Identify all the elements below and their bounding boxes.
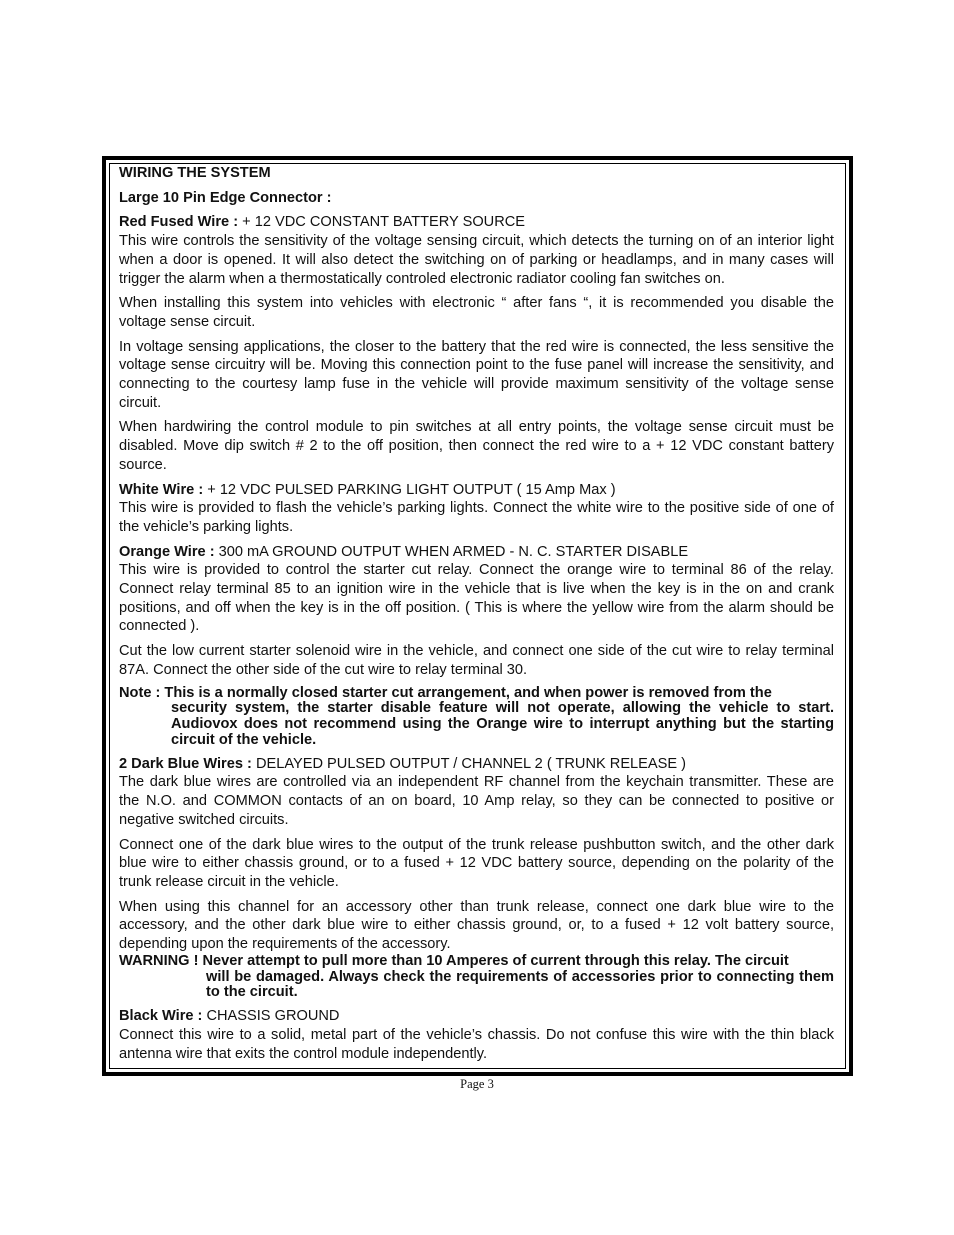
note-continuation: security system, the starter disable feature will not operate, allowing the vehicle to start. Audiovox does not recommend using the Orange wire to interrupt anything but the starting circuit of the vehicle. (171, 700, 834, 748)
orange-wire-label: Orange Wire : (119, 543, 215, 560)
black-wire-spec: CHASSIS GROUND (202, 1008, 340, 1025)
red-wire-paragraph: When hardwiring the control module to pin switches at all entry points, the voltage sense circuit must be disabled. Move dip switch # 2 to the off position, then connect the red wire to a + 12 VDC constant battery source. (119, 419, 834, 473)
blue-wire-warning (119, 954, 834, 1001)
warning-continuation: will be damaged. Always check the requirements of accessories prior to connecting them to the circuit. (206, 968, 834, 1001)
connector-heading: Large 10 Pin Edge Connector : (119, 189, 332, 206)
section-title: WIRING THE SYSTEM (119, 165, 271, 181)
red-wire-paragraph: This wire controls the sensitivity of the voltage sensing circuit, which detects the turning on of an interior light when a door is opened. It will also detect the switching on of parking or headlamps, and in many cases will trigger the alarm when a thermostatically controled electronic radiator cooling fan switches on. (119, 233, 834, 287)
orange-wire-spec: 300 mA GROUND OUTPUT WHEN ARMED - N. C. STARTER DISABLE (214, 543, 689, 560)
red-wire-paragraph: When installing this system into vehicles with electronic “ after fans “, it is recommended you disable the voltage sense circuit. (119, 295, 834, 330)
document-body (119, 164, 834, 1063)
orange-wire-note (119, 686, 834, 749)
black-wire-heading (119, 1007, 834, 1026)
note-first-line: Note : This is a normally closed starter cut arrangement, and when power is removed from the (119, 684, 772, 701)
white-wire-paragraph: This wire is provided to flash the vehicle’s parking lights. Connect the white wire to the positive side of one of the vehicle’s parking lights. (119, 500, 834, 535)
blue-wire-heading (119, 755, 834, 774)
blue-wire-label: 2 Dark Blue Wires : (119, 755, 252, 772)
white-wire-heading (119, 481, 834, 500)
blue-wire-spec: DELAYED PULSED OUTPUT / CHANNEL 2 ( TRUNK RELEASE ) (251, 755, 687, 772)
blue-wire-paragraph: When using this channel for an accessory other than trunk release, connect one dark blue wire to the accessory, and the other dark blue wire to either chassis ground, or, to a fused + 12 volt battery source, depending upon the requirements of the accessory. (119, 898, 834, 953)
page-number: Page 3 (460, 1077, 494, 1091)
warning-first-line: WARNING ! Never attempt to pull more than 10 Amperes of current through this relay. The circuit (119, 952, 789, 969)
blue-wire-paragraph: The dark blue wires are controlled via an independent RF channel from the keychain transmitter. These are the N.O. and COMMON contacts of an on board, 10 Amp relay, so they can be connected to positive or negative switched circuits. (119, 774, 834, 828)
red-wire-spec: + 12 VDC CONSTANT BATTERY SOURCE (238, 214, 526, 231)
blue-wire-paragraph: Connect one of the dark blue wires to the output of the trunk release pushbutton switch, and the other dark blue wire to either chassis ground, or to a fused + 12 VDC battery source, depending on the polarity of the trunk release circuit in the vehicle. (119, 836, 834, 890)
orange-wire-heading (119, 543, 834, 562)
black-wire-label: Black Wire : (119, 1008, 203, 1025)
orange-wire-paragraph: This wire is provided to control the starter cut relay. Connect the orange wire to terminal 86 of the relay. Connect relay terminal 85 to an ignition wire in the vehicle that is live when the key is in the on and crank positions, and off when the key is in the off position. ( This is where the yellow wire from the alarm should be connected ). (119, 562, 834, 635)
white-wire-spec: + 12 VDC PULSED PARKING LIGHT OUTPUT ( 15 Amp Max ) (203, 481, 616, 498)
red-wire-heading (119, 213, 834, 232)
orange-wire-paragraph: Cut the low current starter solenoid wire in the vehicle, and connect one side of the cut wire to relay terminal 87A. Connect the other side of the cut wire to relay terminal 30. (119, 643, 834, 678)
red-wire-label: Red Fused Wire : (119, 214, 239, 231)
red-wire-paragraph: In voltage sensing applications, the closer to the battery that the red wire is connected, the less sensitive the voltage sense circuitry will be. Moving this connection point to the fuse panel will increase the sensitivity, and connecting to the courtesy lamp fuse in the vehicle will provide maximum sensitivity of the voltage sense circuit. (119, 338, 834, 411)
white-wire-label: White Wire : (119, 481, 204, 498)
black-wire-paragraph: Connect this wire to a solid, metal part of the vehicle’s chassis. Do not confuse this wire with the thin black antenna wire that exits the control module independently. (119, 1026, 834, 1062)
